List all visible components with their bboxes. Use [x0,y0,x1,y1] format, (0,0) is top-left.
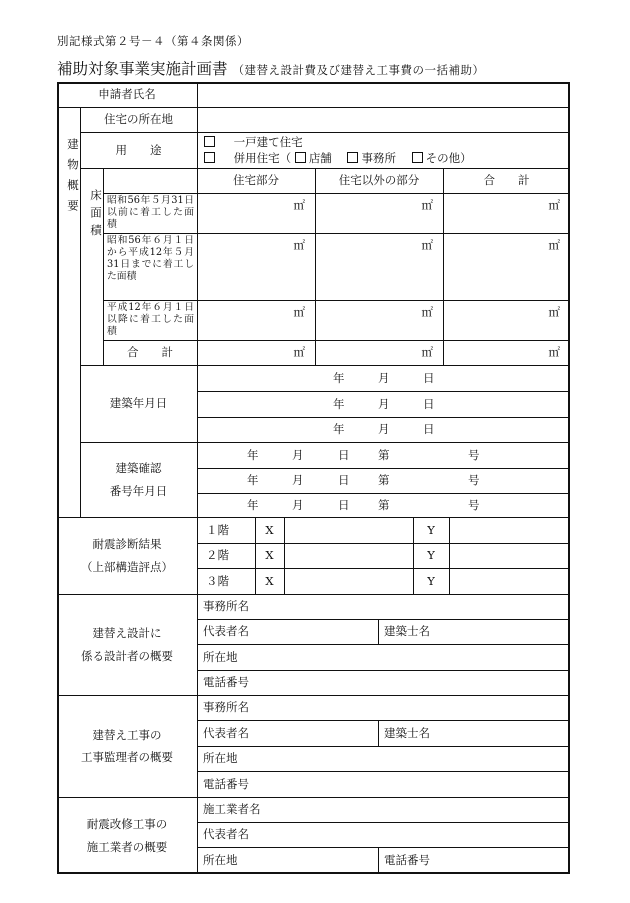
form-number: 別記様式第２号－４（第４条関係） [57,34,249,48]
x-value-field[interactable] [284,517,413,543]
supervisor-office-field[interactable]: 事務所名 [203,700,249,715]
y-value-field[interactable] [449,517,570,543]
designer-label-line1: 建替え設計に [92,626,162,641]
month-label: 月 [292,447,304,462]
shop-checkbox[interactable] [295,152,306,163]
day-label: 日 [338,497,350,512]
year-label: 年 [333,422,345,437]
usage-mixed-row[interactable] [204,151,472,165]
day-label: 日 [423,422,435,437]
go-label: 号 [468,447,480,462]
usage-options [197,132,570,168]
designer-office-field[interactable]: 事務所名 [203,599,249,614]
cert-label [80,442,197,517]
plan-form-table [57,82,570,874]
supervisor-address-field[interactable]: 所在地 [203,751,238,766]
x-value-field[interactable] [284,543,413,568]
day-label: 日 [423,370,435,385]
area-house-3[interactable]: ㎡ [293,305,305,319]
dai-label: 第 [378,497,390,512]
usage-label: 用 途 [115,142,162,157]
contractor-label-line1: 耐震改修工事の [86,817,168,832]
seismic-floor-label: １階 [206,522,229,537]
col-nonhouse-header: 住宅以外の部分 [338,173,420,188]
supervisor-architect-field[interactable]: 建築士名 [384,725,430,740]
year-label: 年 [247,473,259,488]
supervisor-phone-field[interactable]: 電話番号 [203,776,249,791]
floor-area-label: 床面積 [89,188,103,242]
floor-row-label: 平成12年６月１日以降に着工した面積 [107,302,194,337]
area-nonhouse-total[interactable]: ㎡ [421,345,433,360]
area-house-total[interactable]: ㎡ [293,345,305,360]
y-value-field[interactable] [449,568,570,594]
applicant-label: 申請者氏名 [98,87,156,102]
col-house-header: 住宅部分 [233,173,279,188]
other-checkbox[interactable] [412,152,423,163]
other-label: その他） [425,151,472,165]
seismic-label [57,517,197,594]
usage-detached-row[interactable] [204,135,303,149]
year-label: 年 [247,497,259,512]
month-label: 月 [378,422,390,437]
building-overview-label: 建物概要 [66,138,80,220]
month-label: 月 [378,396,390,411]
go-label: 号 [468,497,480,512]
designer-architect-field[interactable]: 建築士名 [384,624,430,639]
designer-address-field[interactable]: 所在地 [203,649,238,664]
floor-row-label: 昭和56年６月１日から平成12年５月31日までに着工した面積 [107,235,194,282]
detached-house-checkbox[interactable] [204,136,215,147]
address-label: 住宅の所在地 [104,112,173,127]
area-total-2[interactable]: ㎡ [548,238,560,252]
day-label: 日 [338,473,350,488]
designer-rep-field[interactable]: 代表者名 [203,624,249,639]
mixed-use-checkbox[interactable] [204,152,215,163]
x-value-field[interactable] [284,568,413,594]
day-label: 日 [423,396,435,411]
y-value-field[interactable] [449,543,570,568]
detached-house-label: 一戸建て住宅 [233,134,303,149]
seismic-label-line2: （上部構造評点） [81,559,173,574]
supervisor-label-line2: 工事監理者の概要 [81,750,173,764]
address-field[interactable] [197,107,570,132]
y-label: Y [427,548,435,563]
dai-label: 第 [378,473,390,488]
month-label: 月 [378,370,390,385]
x-label: X [265,573,274,588]
page-title [57,57,484,79]
designer-label-line2: 係る設計者の概要 [81,648,173,663]
x-label: X [265,548,274,563]
area-grand-total[interactable]: ㎡ [548,345,560,360]
area-house-2[interactable]: ㎡ [293,238,305,252]
contractor-company-field[interactable]: 施工業者名 [203,802,261,817]
contractor-label [57,797,197,874]
applicant-name-field[interactable] [197,82,570,107]
build-date-row-1[interactable] [197,365,570,391]
col-total-header: 合 計 [483,173,530,188]
contractor-label-line2: 施工業者の概要 [86,839,168,854]
area-nonhouse-3[interactable]: ㎡ [421,305,433,319]
day-label: 日 [338,447,350,462]
go-label: 号 [468,473,480,488]
month-label: 月 [292,473,304,488]
year-label: 年 [333,396,345,411]
build-date-row-2[interactable] [197,391,570,417]
shop-label: 店舗 [308,151,332,165]
year-label: 年 [333,370,345,385]
floor-row-label: 昭和56年５月31日以前に着工した面積 [107,195,194,230]
mixed-use-label: 併用住宅（ [233,151,292,165]
office-checkbox[interactable] [347,152,358,163]
cert-label-line1: 建築確認 [115,461,162,476]
seismic-label-line1: 耐震診断結果 [92,537,162,552]
area-nonhouse-1[interactable]: ㎡ [421,198,433,212]
seismic-floor-label: ２階 [206,548,229,563]
x-label: X [265,522,274,537]
title-subtitle: （建替え設計費及び建替え工事費の一括補助） [232,63,485,77]
build-date-label: 建築年月日 [109,396,168,411]
area-nonhouse-2[interactable]: ㎡ [421,238,433,252]
office-label: 事務所 [361,151,396,165]
supervisor-label [57,695,197,797]
cert-row-3[interactable] [197,493,570,517]
contractor-rep-field[interactable]: 代表者名 [203,827,249,842]
cert-row-1[interactable] [197,442,570,468]
area-total-3[interactable]: ㎡ [548,305,560,319]
area-total-1[interactable]: ㎡ [548,198,560,212]
supervisor-label-line1: 建替え工事の [92,727,162,742]
title-main: 補助対象事業実施計画書 [57,60,228,78]
designer-phone-field[interactable]: 電話番号 [203,675,249,690]
supervisor-rep-field[interactable]: 代表者名 [203,725,249,740]
designer-label [57,594,197,695]
build-date-row-3[interactable] [197,417,570,442]
y-label: Y [427,573,435,588]
floor-total-label: 合 計 [127,345,173,360]
month-label: 月 [292,497,304,512]
cert-row-2[interactable] [197,468,570,493]
year-label: 年 [247,447,259,462]
contractor-address-field[interactable]: 所在地 [203,852,238,867]
dai-label: 第 [378,447,390,462]
contractor-phone-field[interactable]: 電話番号 [384,852,430,867]
y-label: Y [427,522,435,537]
area-house-1[interactable]: ㎡ [293,198,305,212]
seismic-floor-label: ３階 [206,573,229,588]
cert-label-line2: 番号年月日 [109,483,168,498]
